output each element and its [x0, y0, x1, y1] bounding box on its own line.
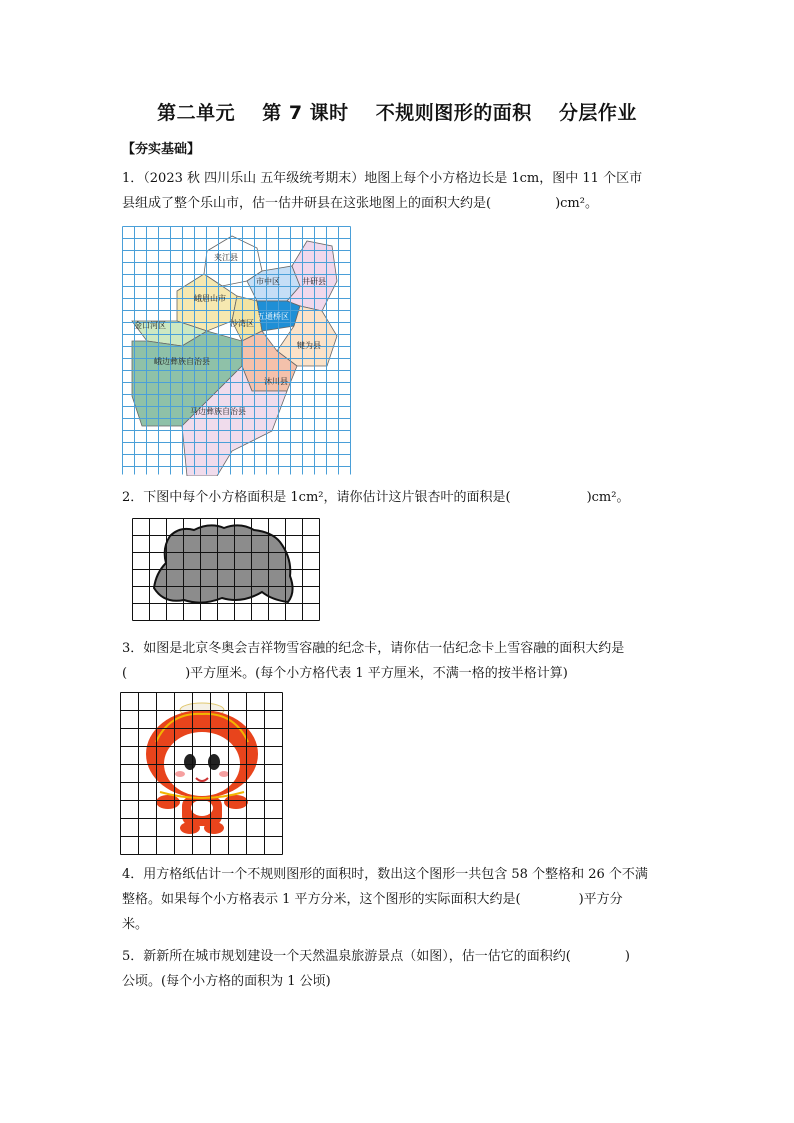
- page-title: [0, 98, 794, 125]
- map-label-qianwei: 犍为县: [297, 341, 321, 350]
- q4-line3: 米。: [122, 917, 149, 932]
- q3-line2: ( )平方厘米。(每个小方格代表 1 平方厘米，不满一格的按半格计算): [122, 666, 568, 681]
- map-label-emeishan: 峨眉山市: [194, 294, 226, 303]
- question-2: [122, 485, 682, 510]
- question-5: [122, 944, 682, 994]
- mascot-card-grid: [120, 692, 286, 858]
- q4-line2: 整格。如果每个小方格表示 1 平方分米，这个图形的实际面积大约是( )平方分: [122, 892, 623, 907]
- lesson-label: 第 7 课时: [262, 102, 349, 124]
- map-label-wutongqiao: 五通桥区: [257, 312, 289, 321]
- unit-label: 第二单元: [157, 102, 236, 124]
- q4-line1: 4．用方格纸估计一个不规则图形的面积时，数出这个图形一共包含 58 个整格和 26 个不满: [122, 867, 648, 882]
- map-regions: [132, 236, 337, 476]
- q5-line1: 5．新新所在城市规划建设一个天然温泉旅游景点（如图），估一估它的面积约( ): [122, 949, 630, 964]
- ginkgo-leaf-grid: [132, 518, 322, 624]
- map-label-muchuan: 沐川县: [264, 377, 288, 386]
- q3-line1: 3．如图是北京冬奥会吉祥物雪容融的纪念卡，请你估一估纪念卡上雪容融的面积大约是: [122, 641, 625, 656]
- map-label-jinkouhe: 金口河区: [134, 321, 166, 330]
- map-label-shawan: 沙湾区: [230, 319, 254, 328]
- map-label-mabian: 马边彝族自治县: [190, 407, 246, 416]
- map-label-shizhong: 市中区: [256, 277, 280, 286]
- mascot-xuerongrong: [146, 703, 258, 834]
- question-4: [122, 862, 682, 937]
- question-1: [122, 166, 682, 216]
- q1-line1: 1．（2023 秋 四川乐山 五年级统考期末）地图上每个小方格边长是 1cm，图中 11 个区市: [122, 171, 643, 186]
- topic-label: 不规则图形的面积: [375, 102, 532, 124]
- q1-line2: 县组成了整个乐山市，估一估井研县在这张地图上的面积大约是( )cm²。: [122, 196, 598, 211]
- map-label-jiajiang: 夹江县: [214, 253, 238, 262]
- map-label-jingyan: 井研县: [302, 277, 326, 286]
- q2-line: 2．下图中每个小方格面积是 1cm²，请你估计这片银杏叶的面积是( )cm²。: [122, 490, 630, 505]
- ginkgo-leaf-shape: [154, 525, 293, 602]
- leshan-map-grid: [122, 226, 352, 476]
- section-heading: 【夯实基础】: [122, 142, 201, 157]
- map-label-ebian: 峨边彝族自治县: [154, 357, 210, 366]
- question-3: [122, 636, 682, 686]
- q5-line2: 公顷。(每个小方格的面积为 1 公顷): [122, 974, 331, 989]
- homework-type-label: 分层作业: [558, 102, 637, 124]
